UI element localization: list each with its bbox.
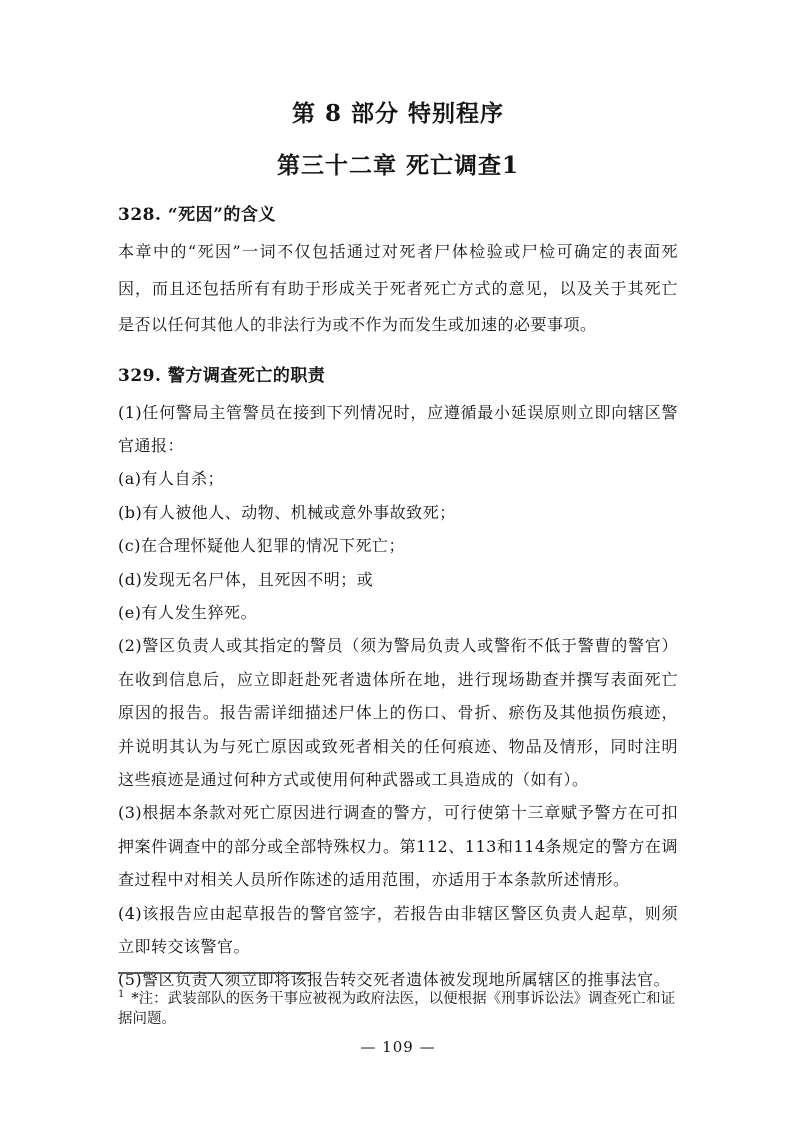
clause-1a: (a)有人自杀；: [118, 469, 225, 489]
page-content: [118, 100, 678, 997]
section-329-heading: 329. 警方调查死亡的职责: [118, 365, 326, 386]
clause-1: (1)任何警局主管警员在接到下列情况时，应遵循最小延误原则立即向辖区警官通报：: [118, 402, 678, 455]
section-328-paragraph: 本章中的“死因”一词不仅包括通过对死者尸体检验或尸检可确定的表面死因，而且还包括所有有助于形成关于死者死亡方式的意见，以及关于其死亡是否以任何其他人的非法行为或不作为而发生或加速的必要事项。: [118, 242, 678, 334]
clause-2: (2)警区负责人或其指定的警员（须为警局负责人或警衔不低于警曹的警官）在收到信息后，应立即赶赴死者遗体所在地，进行现场勘查并撰写表面死亡原因的报告。报告需详细描述尸体上的伤口、骨折、瘀伤及其他损伤痕迹，并说明其认为与死亡原因或致死者相关的任何痕迹、物品及情形，同时注明这些痕迹是通过何种方式或使用何种武器或工具造成的（如有）。: [118, 636, 678, 789]
footnote-divider: [118, 972, 311, 974]
chapter-title: [118, 152, 678, 180]
chapter-footnote-ref: 1: [502, 152, 520, 179]
page-number: — 109 —: [360, 1037, 436, 1056]
chapter-title-text: 第三十二章 死亡调查: [276, 152, 502, 179]
footnote-area: [118, 972, 678, 1056]
footnote-text: *注：武装部队的医务干事应被视为政府法医，以便根据《刑事诉讼法》调查死亡和证据问题。: [118, 990, 676, 1027]
clause-1c: (c)在合理怀疑他人犯罪的情况下死亡；: [118, 536, 405, 556]
clause-5: (5)警区负责人须立即将该报告转交死者遗体被发现地所属辖区的推事法官。: [118, 970, 671, 990]
section-329-body: [118, 396, 678, 997]
section-328-heading: 328. “死因”的含义: [118, 205, 276, 225]
footnote-marker: 1: [118, 989, 125, 1000]
clause-1e: (e)有人发生猝死。: [118, 602, 257, 622]
clause-1d: (d)发现无名尸体，且死因不明；或: [118, 569, 374, 589]
clause-3: (3)根据本条款对死亡原因进行调查的警方，可行使第十三章赋予警方在可扣押案件调查中的部分或全部特殊权力。第112、113和114条规定的警方在调查过程中对相关人员所作陈述的适用范围，亦适用于本条款所述情形。: [118, 803, 678, 890]
part-title: 第 8 部分 特别程序: [291, 100, 505, 127]
clause-1b: (b)有人被他人、动物、机械或意外事故致死；: [118, 502, 456, 522]
clause-4: (4)该报告应由起草报告的警官签字，若报告由非辖区警区负责人起草，则须立即转交该警官。: [118, 903, 678, 956]
footnote: [118, 985, 678, 1029]
